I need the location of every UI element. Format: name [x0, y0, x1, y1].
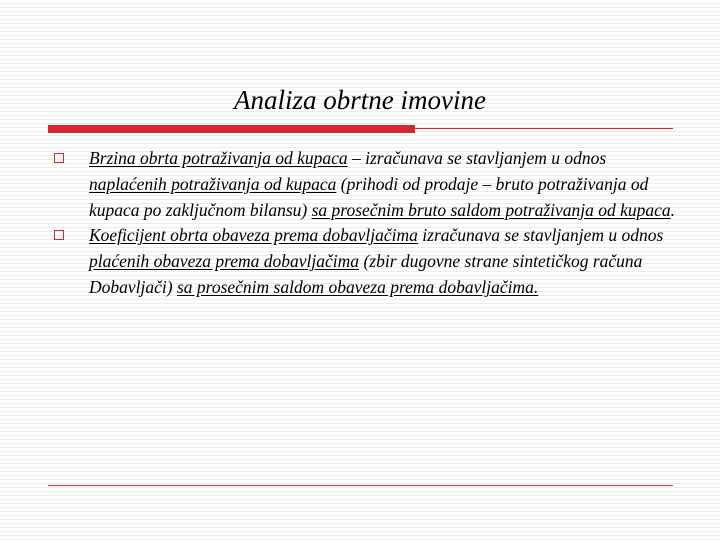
- bullet-text: izračunava se stavljanjem u odnos: [417, 225, 664, 246]
- bullet-text: – izračunava se stavljanjem u odnos: [347, 148, 607, 168]
- hollow-square-icon: [54, 153, 64, 163]
- bullet-text: (zbir dugovne strane sintetičkog računa Dobavljači): [89, 251, 643, 297]
- bullet-text: (prihodi od prodaje – bruto potraživanja od kupaca po zaključnom bilansu): [89, 173, 649, 220]
- bullet-text: .: [670, 199, 676, 220]
- term-payables-turnover: Koeficijent obrta obaveza prema dobavljačima: [89, 225, 418, 246]
- footer-divider: [48, 485, 673, 486]
- slide-title: Analiza obrtne imovine: [234, 85, 486, 115]
- bullet-item-payables-turnover: [54, 223, 684, 300]
- term-average-payables-balance: sa prosečnim saldom obaveza prema dobavljačima: [176, 276, 534, 297]
- bullet-item-receivables-turnover: [54, 146, 684, 223]
- hollow-square-icon: [54, 230, 64, 240]
- term-paid-payables: plaćenih obaveza prema dobavljačima: [89, 251, 360, 272]
- title-divider-thin: [415, 128, 673, 129]
- title-divider-thick: [48, 125, 415, 133]
- bullet-list: [54, 146, 684, 301]
- bullet-text: .: [533, 276, 539, 297]
- title-divider: [48, 125, 673, 133]
- term-average-receivables-balance: sa prosečnim bruto saldom potraživanja od kupaca: [311, 199, 671, 220]
- term-receivables-turnover: Brzina obrta potraživanja od kupaca: [89, 148, 348, 168]
- term-collected-receivables: naplaćenih potraživanja od kupaca: [89, 173, 337, 194]
